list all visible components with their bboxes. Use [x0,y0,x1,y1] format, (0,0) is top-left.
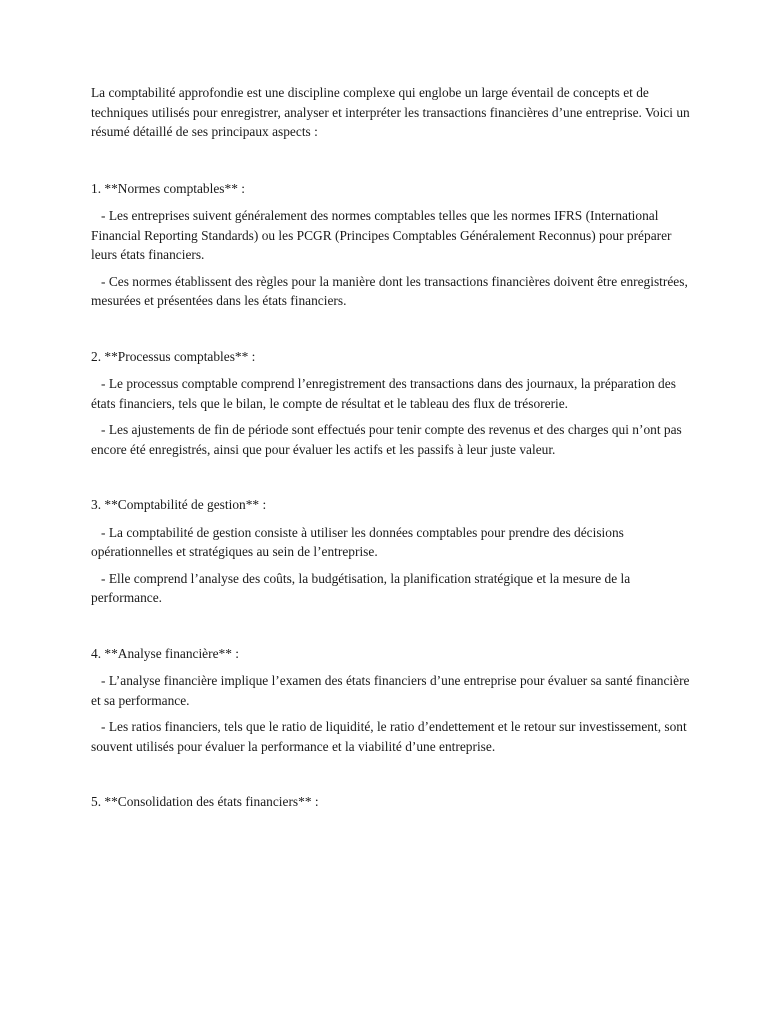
section-heading: 5. **Consolidation des états financiers** : [91,794,319,809]
section-paragraph: - Le processus comptable comprend l’enregistrement des transactions dans des journaux, la préparation des états financiers, tels que le bilan, le compte de résultat et le tableau des flux de trésorerie. [91,376,680,411]
section-paragraph: - Elle comprend l’analyse des coûts, la budgétisation, la planification stratégique et la mesure de la performance. [91,570,634,605]
section-normes-comptables [91,179,691,311]
section-heading: 3. **Comptabilité de gestion** : [91,497,267,512]
section-paragraph: - La comptabilité de gestion consiste à utiliser les données comptables pour prendre des décisions opérationnelles et stratégiques au sein de l’entreprise. [91,524,628,559]
section-paragraph: - L’analyse financière implique l’examen des états financiers d’une entreprise pour évaluer sa santé financière et sa performance. [91,673,693,708]
document-body [91,83,691,848]
section-paragraph: - Les entreprises suivent généralement des normes comptables telles que les normes IFRS (International Financial Reporting Standards) ou les PCGR (Principes Comptables Généralement Reconnus) pour préparer leurs états financiers. [91,208,675,262]
section-comptabilite-de-gestion [91,495,691,608]
section-heading: 4. **Analyse financière** : [91,645,239,661]
section-paragraph: - Les ratios financiers, tels que le ratio de liquidité, le ratio d’endettement et le retour sur investissement, sont souvent utilisés pour évaluer la performance et la viabilité d’une entreprise. [91,719,691,754]
section-paragraph: - Ces normes établissent des règles pour la manière dont les transactions financières doivent être enregistrées, mesurées et présentées dans les états financiers. [91,273,692,308]
intro-paragraph: La comptabilité approfondie est une discipline complexe qui englobe un large éventail de concepts et de techniques utilisés pour enregistrer, analyser et interpréter les transactions financières d’une entreprise. Voici un résumé détaillé de ses principaux aspects : [91,85,690,139]
section-analyse-financiere [91,644,691,757]
section-heading: 1. **Normes comptables** : [91,180,245,196]
section-processus-comptables [91,347,691,460]
section-consolidation [91,792,691,812]
section-heading: 2. **Processus comptables** : [91,348,256,364]
section-paragraph: - Les ajustements de fin de période sont effectués pour tenir compte des revenus et des charges qui n’ont pas encore été enregistrés, ainsi que pour évaluer les actifs et les passifs à leur juste valeur. [91,422,686,457]
